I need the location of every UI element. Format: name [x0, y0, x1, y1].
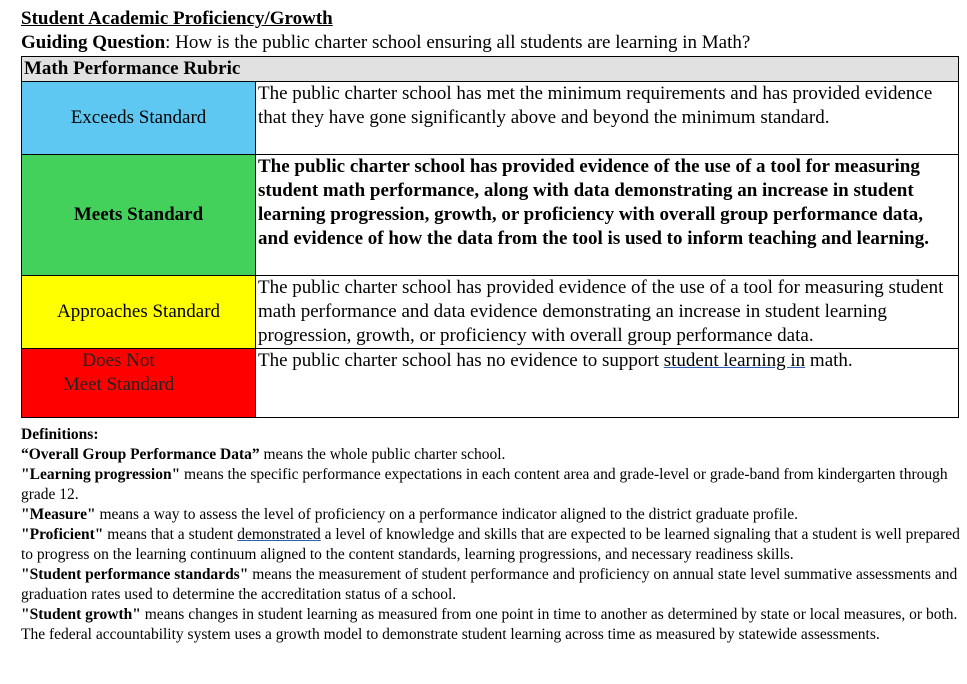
definition-item	[21, 445, 961, 465]
definition-text-pre: means that a student	[103, 526, 238, 543]
level-exceeds-standard: Exceeds Standard	[22, 82, 256, 155]
description-meets-standard: The public charter school has provided evidence of the use of a tool for measuring student math performance, along with data demonstrating an increase in student learning progression, growth, or proficiency with overall group performance data, and evidence of how the data from the tool is used to inform teaching and learning.	[256, 155, 959, 276]
definition-item	[21, 505, 961, 525]
guiding-question-label: Guiding Question	[21, 32, 166, 53]
definition-text: means a way to assess the level of proficiency on a performance indicator aligned to the district graduate profile.	[95, 506, 799, 523]
rubric-row-does-not-meet	[22, 349, 959, 418]
definition-item	[21, 525, 961, 565]
definition-underlined: demonstrated	[237, 526, 321, 543]
level-approaches-standard: Approaches Standard	[22, 276, 256, 349]
definitions-section	[21, 425, 961, 645]
definition-text: a level of knowledge and skills that are expected to be learned signaling that a student is well prepared to progress on the learning continuum aligned to the content standards, learning progressions, and necessary readiness skills.	[21, 526, 960, 563]
definition-text: means the specific performance expectations in each content area and grade-level or grade-band from kindergarten through grade 12.	[21, 466, 948, 503]
desc-pre: The public charter school has no evidence to support	[258, 350, 664, 371]
description-does-not-meet-standard	[256, 349, 959, 418]
description-exceeds-standard: The public charter school has met the minimum requirements and has provided evidence that they have gone significantly above and beyond the minimum standard.	[256, 82, 959, 155]
definition-term: “Overall Group Performance Data”	[21, 446, 260, 463]
definition-term: "Learning progression"	[21, 466, 181, 483]
guiding-question-text: : How is the public charter school ensuring all students are learning in Math?	[165, 32, 751, 53]
rubric-row-exceeds	[22, 82, 959, 155]
definition-text: means the whole public charter school.	[259, 446, 506, 463]
desc-underlined: student learning in	[663, 350, 806, 371]
definition-term: "Proficient"	[21, 526, 104, 543]
definition-term: "Student performance standards"	[21, 566, 249, 583]
level-line-2: Meet Standard	[62, 374, 175, 395]
definition-term: "Student growth"	[21, 606, 141, 623]
guiding-question	[21, 32, 750, 54]
level-meets-standard: Meets Standard	[22, 155, 256, 276]
definitions-heading: Definitions:	[21, 426, 99, 443]
rubric-row-approaches	[22, 276, 959, 349]
definition-term: "Measure"	[21, 506, 96, 523]
definition-item	[21, 565, 961, 605]
desc-post: math.	[805, 350, 853, 371]
definition-item	[21, 465, 961, 505]
level-does-not-meet-standard	[22, 349, 256, 418]
definition-text: means changes in student learning as measured from one point in time to another as determined by state or local measures, or both. The federal accountability system uses a growth model to demonstrate student learning across time as measured by statewide assessments.	[21, 606, 958, 643]
description-approaches-standard: The public charter school has provided evidence of the use of a tool for measuring student math performance and data evidence demonstrating an increase in student learning progression, growth, or proficiency with overall group performance data.	[256, 276, 959, 349]
rubric-row-meets	[22, 155, 959, 276]
math-performance-rubric-table	[21, 56, 959, 418]
definition-item	[21, 605, 961, 645]
level-line-1: Does Not	[82, 350, 155, 371]
definition-text: means the measurement of student performance and proficiency on annual state level summative assessments and graduation rates used to determine the accreditation status of a school.	[21, 566, 958, 603]
rubric-heading: Math Performance Rubric	[22, 57, 959, 82]
page-title: Student Academic Proficiency/Growth	[21, 8, 333, 29]
